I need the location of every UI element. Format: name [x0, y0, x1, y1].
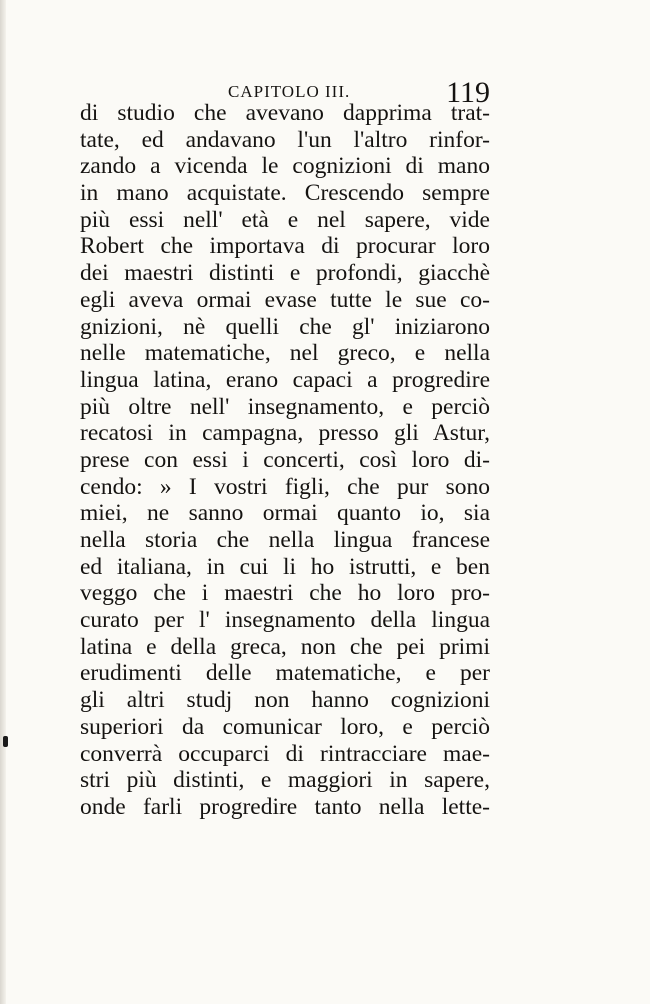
text-line: cendo: » I vostri figli, che pur sono: [80, 473, 490, 500]
page-edge: [0, 0, 6, 1004]
text-line: lingua latina, erano capaci a progredire: [80, 366, 490, 393]
text-line: converrà occuparci di rintracciare mae-: [80, 740, 490, 767]
text-line: superiori da comunicar loro, e perciò: [80, 713, 490, 740]
text-line: dei maestri distinti e profondi, giacchè: [80, 260, 490, 287]
text-line: erudimenti delle matematiche, e per: [80, 660, 490, 687]
text-line: stri più distinti, e maggiori in sapere,: [80, 767, 490, 794]
text-line: latina e della greca, non che pei primi: [80, 633, 490, 660]
text-line: più oltre nell' insegnamento, e perciò: [80, 393, 490, 420]
text-line: onde farli progredire tanto nella lette-: [80, 793, 490, 820]
text-line: prese con essi i concerti, così loro di-: [80, 446, 490, 473]
body-text: [80, 100, 490, 821]
text-line: più essi nell' età e nel sapere, vide: [80, 206, 490, 233]
running-title: CAPITOLO III.: [228, 82, 351, 101]
text-line: Robert che importava di procurar loro: [80, 233, 490, 260]
text-line: curato per l' insegnamento della lingua: [80, 607, 490, 634]
text-line: nelle matematiche, nel greco, e nella: [80, 340, 490, 367]
text-line: di studio che avevano dapprima trat-: [80, 100, 490, 126]
text-line: ed italiana, in cui li ho istrutti, e ben: [80, 553, 490, 580]
page-number: 119: [446, 76, 490, 109]
text-line: tate, ed andavano l'un l'altro rinfor-: [80, 126, 490, 153]
ink-mark: [3, 736, 8, 747]
text-line: zando a vicenda le cognizioni di mano: [80, 153, 490, 180]
text-line: gli altri studj non hanno cognizioni: [80, 687, 490, 714]
text-line: veggo che i maestri che ho loro pro-: [80, 580, 490, 607]
text-line: in mano acquistate. Crescendo sempre: [80, 180, 490, 207]
text-line: egli aveva ormai evase tutte le sue co-: [80, 286, 490, 313]
text-line: nella storia che nella lingua francese: [80, 527, 490, 553]
text-line: miei, ne sanno ormai quanto io, sia: [80, 500, 490, 527]
text-line: recatosi in campagna, presso gli Astur,: [80, 420, 490, 447]
text-line: gnizioni, nè quelli che gl' iniziarono: [80, 313, 490, 340]
